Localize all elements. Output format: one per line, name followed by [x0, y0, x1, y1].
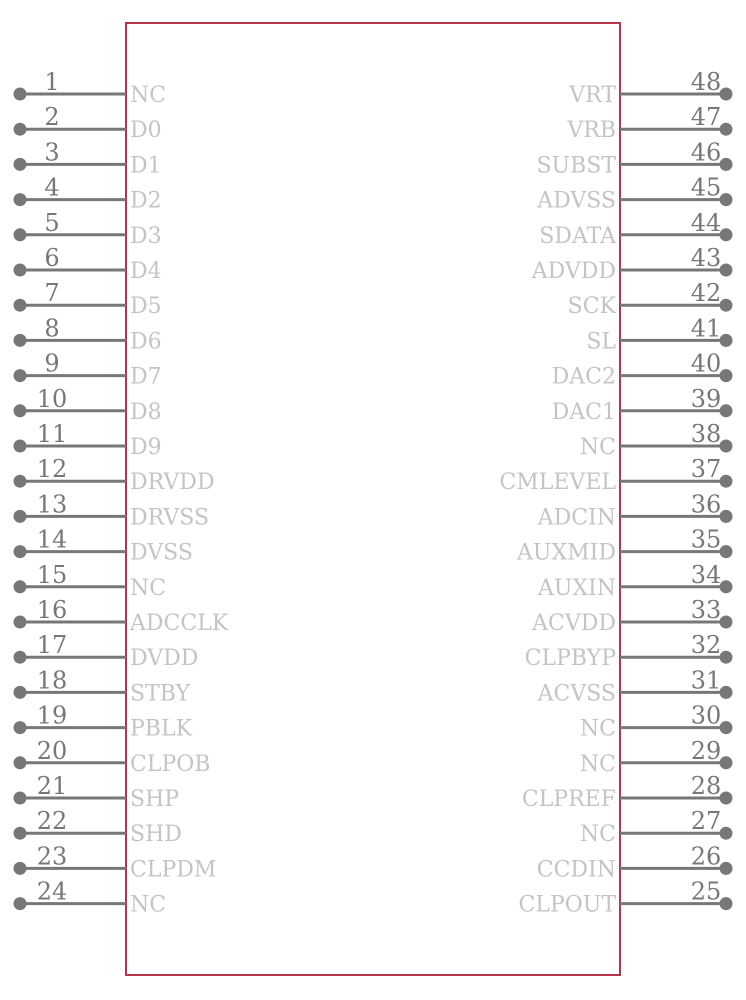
pin-endpoint-dot: [14, 545, 27, 558]
pin-12: [14, 455, 215, 495]
pin-41: [586, 314, 732, 354]
pin-number: 7: [44, 279, 60, 308]
pin-name: D7: [130, 364, 162, 390]
pin-name: D6: [130, 329, 162, 355]
pin-32: [525, 631, 733, 671]
pin-endpoint-dot: [720, 440, 733, 453]
pin-34: [537, 561, 733, 601]
pin-name: SHP: [130, 787, 180, 812]
pin-number: 17: [36, 631, 68, 660]
pin-name: VRB: [567, 118, 616, 144]
pin-40: [552, 350, 733, 390]
pin-name: CCDIN: [536, 857, 616, 883]
pin-number: 4: [44, 173, 60, 202]
pin-endpoint-dot: [14, 334, 27, 347]
pin-endpoint-dot: [14, 369, 27, 382]
pin-3: [14, 138, 162, 178]
pin-endpoint-dot: [720, 721, 733, 734]
pin-endpoint-dot: [720, 123, 733, 136]
pin-number: 46: [690, 138, 722, 167]
pin-name: STBY: [130, 681, 191, 707]
pin-46: [536, 138, 732, 178]
pin-endpoint-dot: [720, 651, 733, 664]
pin-endpoint-dot: [14, 792, 27, 805]
pin-endpoint-dot: [14, 123, 27, 136]
pin-number: 15: [36, 560, 68, 589]
pin-endpoint-dot: [14, 827, 27, 840]
pin-number: 8: [44, 314, 60, 343]
pin-name: D8: [130, 399, 162, 425]
pin-6: [14, 244, 162, 284]
pin-endpoint-dot: [14, 616, 27, 629]
pin-endpoint-dot: [720, 580, 733, 593]
pin-endpoint-dot: [720, 264, 733, 277]
pin-number: 48: [690, 68, 722, 96]
pin-name: CMLEVEL: [499, 470, 616, 496]
pin-name: NC: [579, 435, 616, 460]
pin-name: ADVDD: [531, 259, 616, 284]
pin-endpoint-dot: [14, 264, 27, 277]
pin-endpoint-dot: [14, 158, 27, 171]
pin-43: [531, 244, 733, 284]
pin-endpoint-dot: [720, 334, 733, 347]
pin-48: [568, 68, 732, 108]
pin-endpoint-dot: [720, 616, 733, 629]
pin-14: [14, 526, 193, 566]
pin-16: [14, 596, 229, 636]
pin-name: DRVSS: [130, 505, 210, 531]
pin-45: [536, 174, 732, 214]
pin-endpoint-dot: [720, 862, 733, 875]
pin-endpoint-dot: [720, 88, 733, 101]
pin-name: D1: [130, 153, 162, 179]
pin-name: CLPBYP: [524, 646, 616, 672]
pin-endpoint-dot: [720, 545, 733, 558]
pin-number: 14: [36, 525, 68, 554]
pin-number: 9: [44, 349, 60, 378]
pin-number: 33: [690, 596, 722, 624]
pin-11: [14, 420, 162, 460]
pin-name: ADCIN: [537, 505, 616, 531]
pin-4: [14, 174, 162, 214]
pin-number: 26: [690, 842, 722, 871]
pin-endpoint-dot: [14, 897, 27, 910]
pin-9: [14, 350, 162, 390]
pin-endpoint-dot: [720, 792, 733, 805]
pin-name: PBLK: [130, 716, 193, 742]
pin-17: [14, 631, 199, 671]
left-pin-group: [14, 68, 229, 918]
pin-number: 28: [690, 772, 722, 800]
pin-number: 38: [690, 420, 722, 448]
pin-endpoint-dot: [720, 369, 733, 382]
pin-name: CLPOB: [130, 751, 211, 777]
pin-name: D9: [130, 435, 162, 460]
pin-number: 41: [690, 314, 722, 343]
pin-26: [537, 842, 733, 882]
pin-number: 25: [690, 877, 722, 906]
pin-endpoint-dot: [14, 686, 27, 699]
pin-endpoint-dot: [14, 228, 27, 241]
pin-number: 6: [44, 244, 60, 272]
pin-name: SL: [586, 329, 616, 355]
pin-number: 44: [690, 208, 722, 237]
pin-endpoint-dot: [720, 756, 733, 769]
pin-21: [14, 772, 180, 812]
pin-endpoint-dot: [720, 686, 733, 699]
pin-name: ACVSS: [537, 681, 616, 707]
pin-39: [552, 385, 733, 425]
pin-28: [522, 772, 733, 812]
pin-endpoint-dot: [14, 88, 27, 101]
pin-name: D3: [130, 223, 162, 249]
pin-endpoint-dot: [14, 580, 27, 593]
pin-name: D5: [130, 294, 162, 320]
pin-endpoint-dot: [720, 827, 733, 840]
pin-20: [14, 737, 211, 777]
pin-endpoint-dot: [720, 158, 733, 171]
pin-endpoint-dot: [720, 475, 733, 488]
pin-19: [14, 702, 193, 742]
pin-42: [568, 279, 733, 319]
pin-number: 22: [36, 807, 68, 836]
pin-44: [539, 209, 732, 249]
pin-13: [14, 490, 210, 530]
pin-number: 2: [44, 103, 60, 132]
pin-name: NC: [579, 822, 616, 848]
pin-number: 30: [690, 701, 722, 730]
pin-endpoint-dot: [14, 721, 27, 734]
pin-name: DAC2: [551, 364, 616, 390]
pin-2: [14, 103, 162, 143]
pin-name: CLPREF: [521, 787, 616, 812]
pin-name: AUXMID: [517, 540, 616, 566]
pin-1: [14, 68, 167, 108]
pin-number: 42: [690, 279, 722, 308]
pin-number: 36: [690, 490, 722, 519]
pin-number: 3: [44, 138, 60, 167]
pin-name: DVSS: [130, 540, 193, 566]
pin-number: 18: [36, 666, 68, 695]
pin-name: SCK: [567, 294, 616, 320]
pin-number: 39: [690, 384, 722, 413]
pin-33: [531, 596, 732, 636]
pin-8: [14, 314, 162, 354]
pin-endpoint-dot: [720, 193, 733, 206]
pin-name: AUXIN: [537, 575, 616, 601]
pin-name: CLPDM: [130, 857, 217, 883]
pin-number: 29: [690, 736, 722, 765]
pin-number: 19: [36, 701, 68, 730]
pin-38: [580, 420, 733, 460]
pin-name: SHD: [130, 822, 182, 848]
pin-endpoint-dot: [14, 756, 27, 769]
pin-name: DAC1: [551, 399, 616, 425]
pin-name: SDATA: [539, 223, 616, 249]
pin-name: DVDD: [130, 646, 199, 672]
pin-endpoint-dot: [14, 862, 27, 875]
pin-name: ADCCLK: [130, 611, 229, 636]
pin-7: [14, 279, 162, 319]
pin-endpoint-dot: [14, 440, 27, 453]
pin-37: [499, 455, 732, 495]
pin-number: 10: [36, 384, 68, 413]
pin-number: 20: [36, 736, 68, 765]
pin-number: 23: [36, 842, 68, 871]
pin-endpoint-dot: [720, 897, 733, 910]
pin-23: [14, 842, 217, 882]
pin-number: 11: [36, 420, 68, 448]
pin-number: 31: [690, 666, 722, 695]
pin-endpoint-dot: [720, 510, 733, 523]
pin-number: 1: [44, 68, 60, 96]
pin-name: SUBST: [536, 153, 616, 179]
pin-number: 32: [690, 631, 722, 660]
pin-35: [516, 526, 732, 566]
pin-24: [14, 878, 167, 918]
pin-10: [14, 385, 162, 425]
pin-22: [14, 807, 182, 847]
pin-name: D4: [130, 259, 162, 284]
pin-36: [537, 490, 733, 530]
pin-29: [580, 737, 733, 777]
pin-number: 47: [690, 103, 722, 132]
pin-number: 34: [690, 560, 722, 589]
pin-endpoint-dot: [720, 228, 733, 241]
pin-name: D2: [130, 188, 162, 214]
pin-number: 21: [36, 772, 68, 800]
pin-5: [14, 209, 162, 249]
pin-number: 37: [690, 455, 722, 484]
pin-number: 24: [36, 877, 68, 906]
pin-endpoint-dot: [720, 404, 733, 417]
pin-number: 5: [44, 208, 60, 237]
pin-name: ADVSS: [537, 188, 616, 214]
pin-number: 43: [690, 244, 722, 272]
pin-number: 35: [690, 525, 722, 554]
pin-name: ACVDD: [532, 611, 616, 636]
pin-18: [14, 666, 191, 706]
pin-name: D0: [130, 118, 162, 144]
pin-name: CLPOUT: [518, 892, 616, 918]
pin-25: [519, 878, 733, 918]
pin-endpoint-dot: [14, 510, 27, 523]
pin-number: 16: [36, 596, 68, 624]
pin-number: 40: [690, 349, 722, 378]
pin-name: NC: [130, 575, 167, 601]
pin-endpoint-dot: [14, 299, 27, 312]
pin-name: DRVDD: [130, 470, 215, 496]
pin-endpoint-dot: [14, 475, 27, 488]
pin-name: VRT: [569, 83, 616, 108]
pin-endpoint-dot: [14, 404, 27, 417]
pin-number: 13: [36, 490, 68, 519]
right-pin-group: [499, 68, 732, 918]
pin-30: [580, 702, 733, 742]
pin-endpoint-dot: [14, 651, 27, 664]
pin-name: NC: [130, 892, 167, 918]
pin-47: [566, 103, 732, 143]
pin-15: [14, 561, 167, 601]
pin-number: 45: [690, 173, 722, 202]
pin-endpoint-dot: [14, 193, 27, 206]
pin-number: 27: [690, 807, 722, 836]
pin-name: NC: [579, 751, 616, 777]
pin-number: 12: [36, 455, 68, 484]
pin-27: [580, 807, 733, 847]
pin-name: NC: [579, 716, 616, 742]
pin-name: NC: [130, 83, 167, 108]
pin-endpoint-dot: [720, 299, 733, 312]
pin-31: [537, 666, 733, 706]
